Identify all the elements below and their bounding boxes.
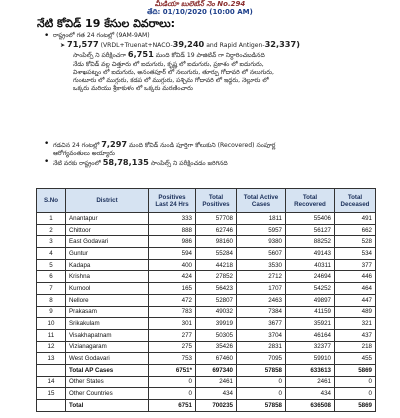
cell-sno: 1 [37,213,66,225]
cell-district: Krishna [66,271,149,283]
cell-deceased: 464 [335,283,376,295]
cell-deceased: 0 [335,388,376,400]
page-title: నేటి కోవిడ్ 19 కేసుల వివరాలు: [37,17,176,30]
cell-deceased: 455 [335,353,376,365]
col-active: Total Active Cases [237,189,286,213]
cell-positives-24h: 400 [149,259,196,271]
recovered-suffix: మంది కోవిడ్ నుండి పూర్తిగా కోలుకుని (Recovered) సంపూర్ణ [129,142,276,149]
cell-deceased: 491 [335,213,376,225]
cell-district: East Godavari [66,236,149,248]
cell-sno: 6 [37,271,66,283]
cell-deceased: 447 [335,294,376,306]
cell-recovered: 41159 [286,306,335,318]
cell-active: 57858 [237,400,286,412]
table-row [37,306,376,318]
cell-positives-24h: 6751* [149,364,196,376]
samples-line [53,158,228,168]
cell-deceased: 534 [335,248,376,260]
cell-recovered: 24694 [286,271,335,283]
bullet-icon: • [44,31,50,41]
cell-sno: 5 [37,259,66,271]
cell-district: Srikakulam [66,318,149,330]
cell-sno: 4 [37,248,66,260]
bullet-section-1 [44,32,389,93]
col-district: District [66,189,149,213]
positives-suffix: మంది కోవిడ్ 19 పాజిటివ్ గా నిర్ధారించబడినది [155,52,265,60]
recovered-line-2: ఆరోగ్యవంతులు అయ్యారు [53,150,115,158]
bullet1-line3 [44,50,389,60]
table-row [37,376,376,388]
table-row [37,294,376,306]
table-row [37,400,376,412]
cell-recovered: 46164 [286,329,335,341]
cell-deceased: 218 [335,341,376,353]
cell-active: 1707 [237,283,286,295]
cell-total-positives: 44218 [196,259,237,271]
cell-sno: 13 [37,353,66,365]
cell-positives-24h: 301 [149,318,196,330]
recovered-count: 7,297 [101,139,128,149]
cell-total-positives: 98160 [196,236,237,248]
cell-deceased: 528 [335,236,376,248]
col-deceased: Total Deceased [335,189,376,213]
cell-deceased: 377 [335,259,376,271]
cell-recovered: 59910 [286,353,335,365]
cell-recovered: 49897 [286,294,335,306]
cell-total-positives: 56423 [196,283,237,295]
bullet1-line1: రాష్ట్రంలో గత 24 గంటల్లో (9AM-9AM) [53,32,150,39]
cell-sno: 8 [37,294,66,306]
col-sno: S.No [37,189,66,213]
cell-active: 9380 [237,236,286,248]
cell-sno: 12 [37,341,66,353]
cell-positives-24h: 277 [149,329,196,341]
deaths-line-3: గుంటూరు లో ముగ్గురు, కడప లో ముగ్గురు, పశ్చిమ గోదావరి లో ఇద్దరు, నెల్లూరు లో [73,77,269,85]
cell-recovered: 55406 [286,213,335,225]
cell-sno: 15 [37,388,66,400]
cell-active: 2712 [237,271,286,283]
cell-total-positives: 27852 [196,271,237,283]
col-total-positives: Total Positives [196,189,237,213]
cell-total-positives: 2461 [196,376,237,388]
cell-district: Prakasam [66,306,149,318]
cell-recovered: 633613 [286,364,335,376]
cell-sno: 11 [37,329,66,341]
cell-recovered: 32377 [286,341,335,353]
bulletin-number: మీడియా బులెటిన్ నెం No.294 [154,0,246,8]
tests-total: 71,577 [67,39,99,50]
cell-sno: 7 [37,283,66,295]
cell-total-positives: 52807 [196,294,237,306]
table-row [37,283,376,295]
cell-sno: 10 [37,318,66,330]
cell-district: Total AP Cases [66,364,149,376]
cell-positives-24h: 0 [149,376,196,388]
cell-district: Chittoor [66,224,149,236]
table-row [37,388,376,400]
cell-sno: 3 [37,236,66,248]
table-row [37,236,376,248]
tests-rapid-label: and Rapid Antigen- [206,42,265,50]
cell-total-positives: 67460 [196,353,237,365]
cell-deceased: 321 [335,318,376,330]
bullet-icon: • [44,139,50,149]
cell-total-positives: 57708 [196,213,237,225]
cell-total-positives: 55284 [196,248,237,260]
cell-positives-24h: 472 [149,294,196,306]
cell-active: 1811 [237,213,286,225]
cell-active: 0 [237,376,286,388]
bullet-section-2 [44,140,389,169]
cell-positives-24h: 986 [149,236,196,248]
cell-positives-24h: 0 [149,388,196,400]
cell-active: 2463 [237,294,286,306]
table-row [37,213,376,225]
table-row [37,329,376,341]
table-row [37,271,376,283]
deaths-line-4: ఒక్కరు మరియు శ్రీకాకుళం లో ఒక్కరు మరణించారు [73,85,193,93]
cell-district: Vizianagaram [66,341,149,353]
cell-total-positives: 697340 [196,364,237,376]
table-header-row [37,189,376,213]
cell-active: 5957 [237,224,286,236]
cell-recovered: 56127 [286,224,335,236]
cell-total-positives: 434 [196,388,237,400]
samples-suffix: సాంపిల్స్ ని పరీక్షించడం జరిగినది [150,160,228,168]
cell-active: 5607 [237,248,286,260]
cell-active: 0 [237,388,286,400]
cell-active: 7095 [237,353,286,365]
cell-district: Anantapur [66,213,149,225]
cell-district: West Godavari [66,353,149,365]
cell-district: Kurnool [66,283,149,295]
table-row [37,364,376,376]
cell-total-positives: 39919 [196,318,237,330]
tests-vrdl: 39,240 [172,39,205,50]
cell-positives-24h: 6751 [149,400,196,412]
table-row [37,341,376,353]
cell-active: 3677 [237,318,286,330]
cell-recovered: 2461 [286,376,335,388]
cell-district: Kadapa [66,259,149,271]
cell-active: 7384 [237,306,286,318]
cell-active: 3530 [237,259,286,271]
positives-prefix: సాంపిల్స్ ని పరీక్షించగా [73,52,126,60]
recovered-prefix: గడచిన 24 గంటల్లో [53,142,100,149]
positives-count: 6,751 [127,49,154,60]
cell-positives-24h: 275 [149,341,196,353]
cell-deceased: 0 [335,376,376,388]
bullet-icon: • [44,157,50,168]
cell-positives-24h: 753 [149,353,196,365]
cell-deceased: 489 [335,306,376,318]
cell-positives-24h: 783 [149,306,196,318]
deaths-line-2: విశాఖపట్నం లో ఐదుగురు, అనంతపూర్ లో నలుగురు, తూర్పు గోదావరి లో నలుగురు, [73,68,274,76]
cell-total-positives: 49032 [196,306,237,318]
cell-sno: 14 [37,376,66,388]
cell-recovered: 434 [286,388,335,400]
deaths-line-1: నేడు కోవిడ్ వల్ల చిత్తూరు లో ఐదుగురు, కృష్ణ లో ఐదుగురు, ప్రకాశం లో ఐదుగురు, [73,60,264,68]
cell-positives-24h: 424 [149,271,196,283]
cell-deceased: 662 [335,224,376,236]
cell-district: Other States [66,376,149,388]
samples-prefix: నేటి వరకు రాష్ట్రంలో [53,160,101,168]
table-row [37,224,376,236]
cell-recovered: 636508 [286,400,335,412]
cell-district: Total [66,400,149,412]
recovered-line [53,140,275,150]
cell-total-positives: 62746 [196,224,237,236]
cell-district: Nellore [66,294,149,306]
cell-positives-24h: 165 [149,283,196,295]
cell-recovered: 49143 [286,248,335,260]
cell-deceased: 446 [335,271,376,283]
cell-deceased: 5869 [335,364,376,376]
table-row [37,259,376,271]
cell-recovered: 35921 [286,318,335,330]
bulletin-date: తేది: 01/10/2020 (10:00 AM) [147,8,253,16]
cell-district: Guntur [66,248,149,260]
table-row [37,318,376,330]
cell-sno [37,364,66,376]
cell-district: Visakhapatnam [66,329,149,341]
cell-recovered: 88252 [286,236,335,248]
table-row [37,248,376,260]
cell-district: Other Countries [66,388,149,400]
cell-active: 3704 [237,329,286,341]
district-table [36,188,376,412]
cell-active: 2831 [237,341,286,353]
sub-arrow-icon: ➤ [60,42,68,50]
tests-breakdown-label: (VRDL+Truenat+NACO- [100,42,173,50]
samples-count: 58,78,135 [102,157,149,168]
tests-rapid: 32,337) [264,39,300,50]
cell-total-positives: 35426 [196,341,237,353]
cell-total-positives: 50305 [196,329,237,341]
cell-active: 57858 [237,364,286,376]
cell-recovered: 40311 [286,259,335,271]
cell-positives-24h: 333 [149,213,196,225]
cell-positives-24h: 888 [149,224,196,236]
table-row [37,353,376,365]
cell-sno: 2 [37,224,66,236]
cell-positives-24h: 594 [149,248,196,260]
cell-total-positives: 700235 [196,400,237,412]
col-positives-24h: Positives Last 24 Hrs [149,189,196,213]
cell-sno [37,400,66,412]
col-recovered: Total Recovered [286,189,335,213]
bullet1-line2 [44,40,389,50]
cell-sno: 9 [37,306,66,318]
cell-recovered: 54252 [286,283,335,295]
cell-deceased: 437 [335,329,376,341]
cell-deceased: 5869 [335,400,376,412]
